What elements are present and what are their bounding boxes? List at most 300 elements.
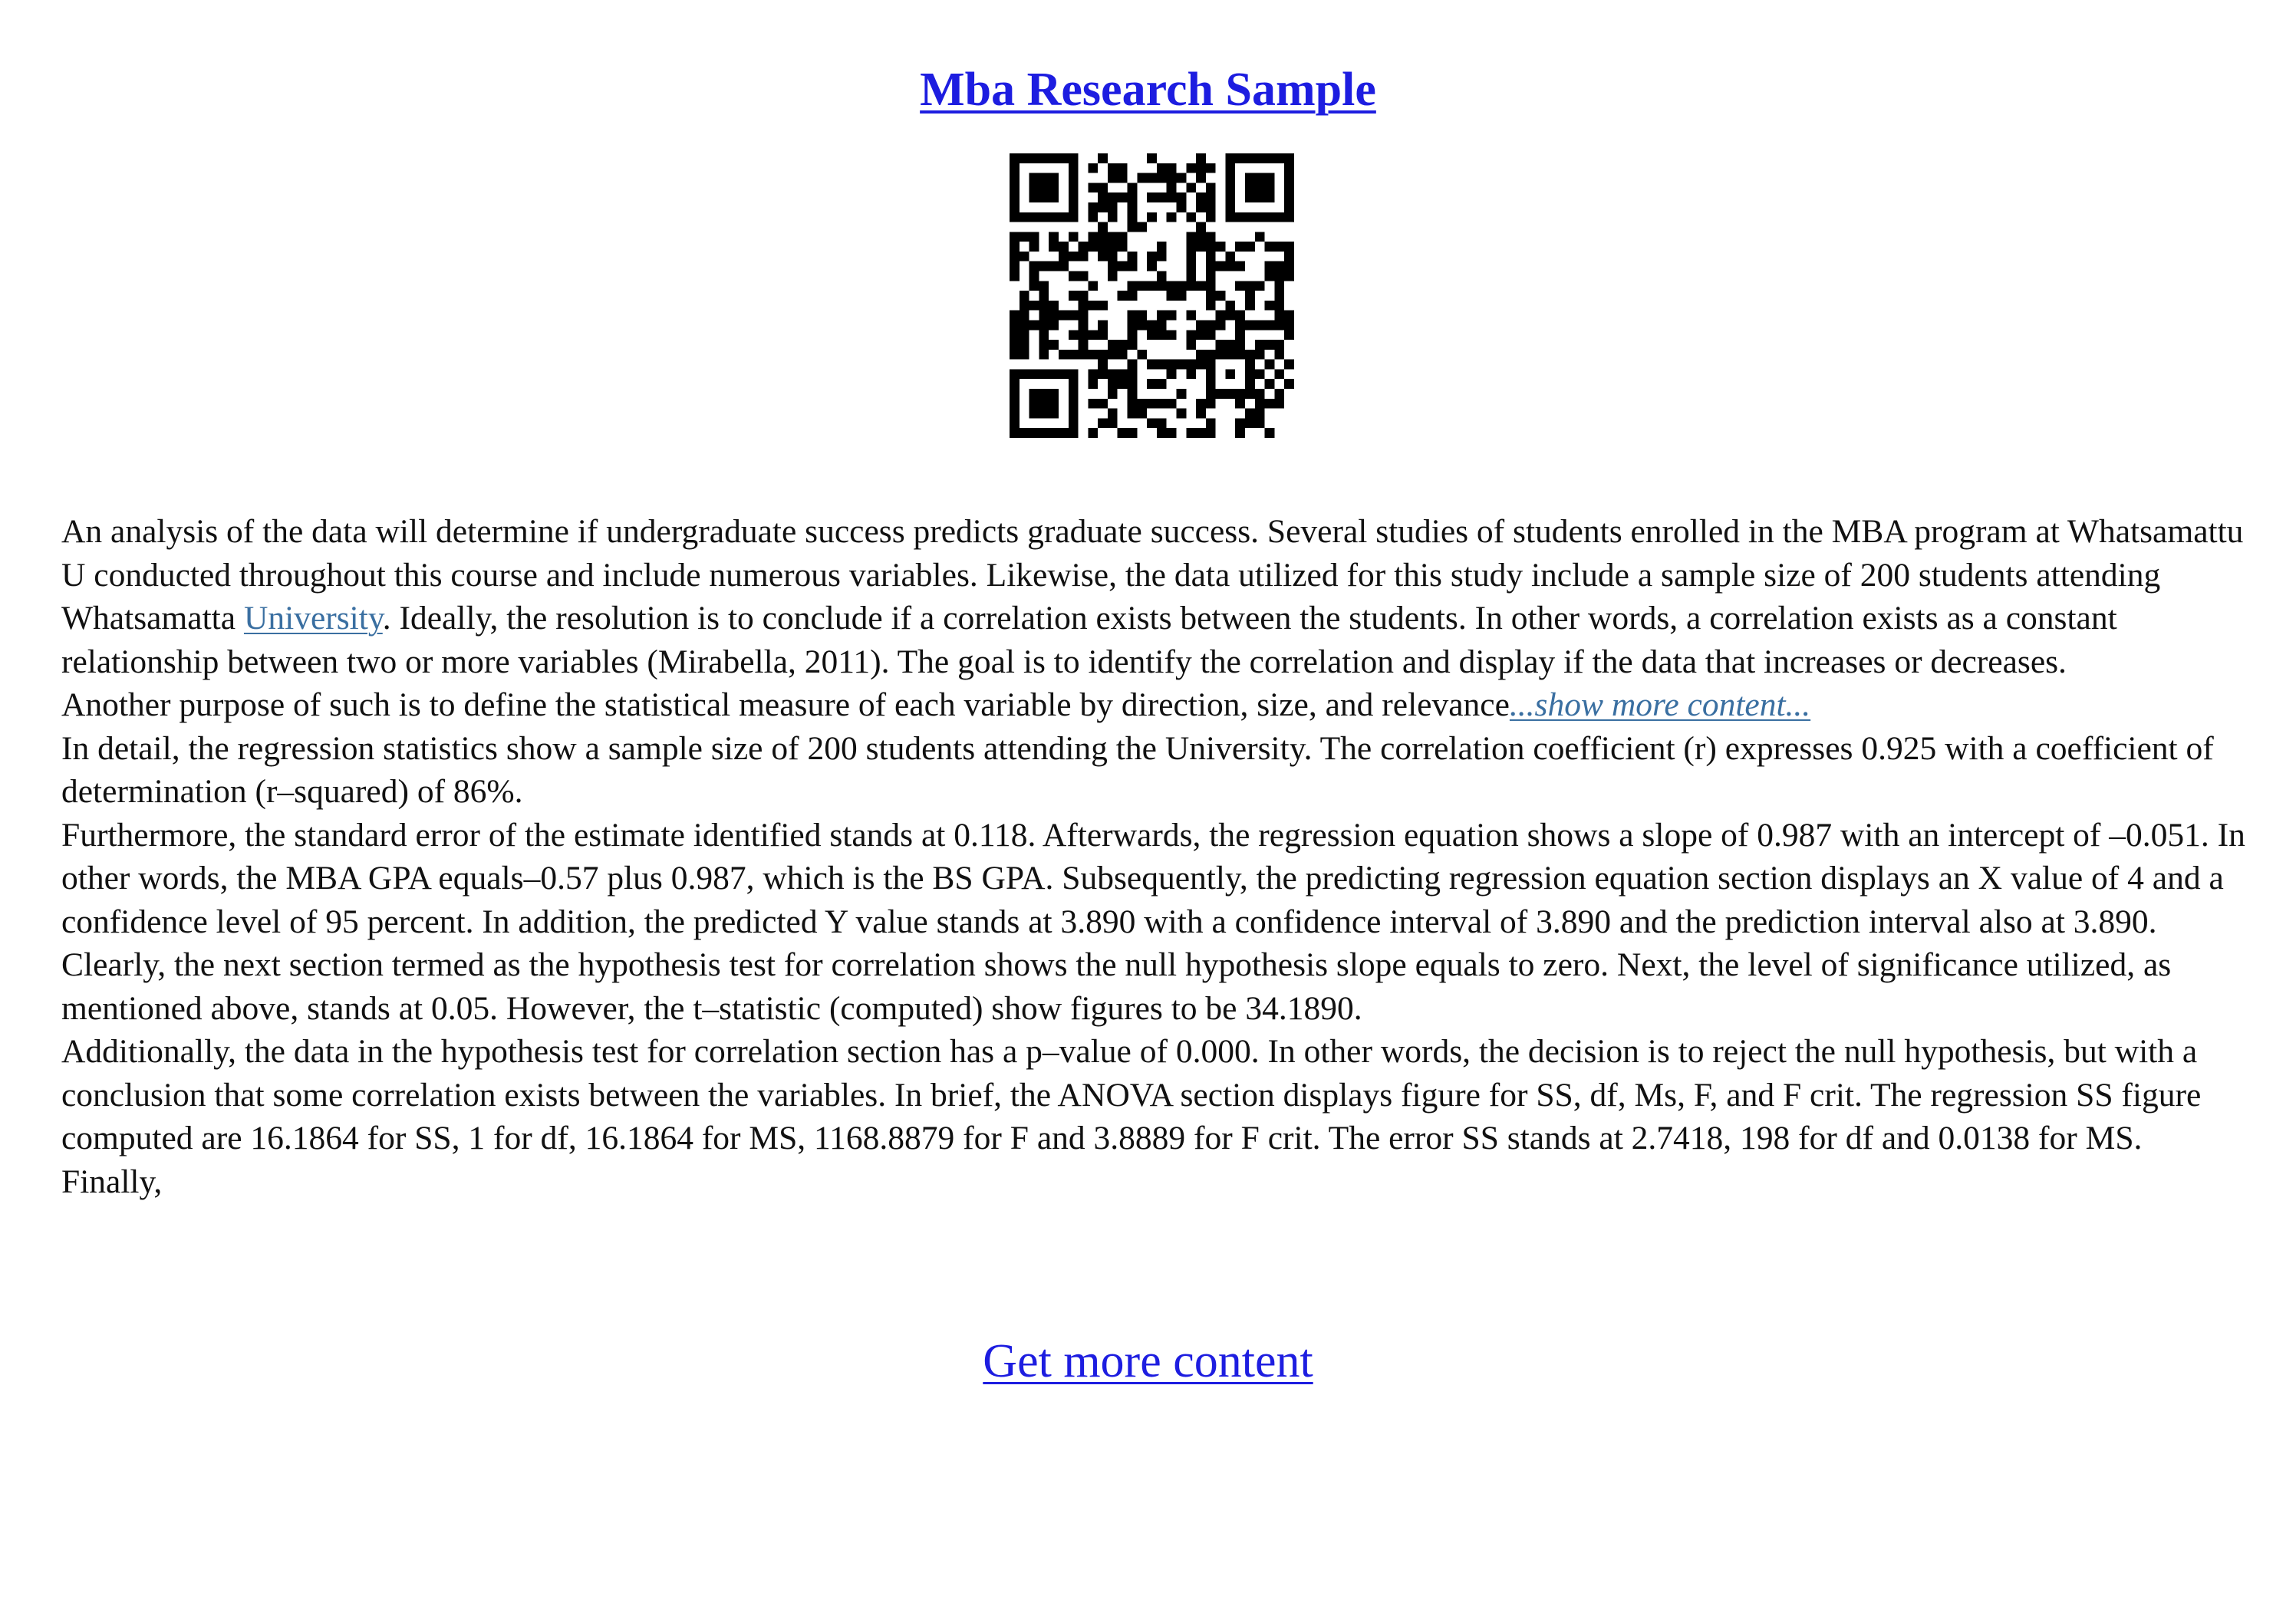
qr-module	[1098, 252, 1108, 262]
qr-module	[1167, 291, 1177, 301]
qr-module	[1147, 418, 1157, 428]
qr-module	[1118, 232, 1128, 242]
qr-module	[1176, 281, 1186, 291]
qr-module	[1049, 301, 1059, 311]
paragraph-3: In detail, the regression statistics show a sample size of 200 students attending the University. The correlation coefficient (r) expresses 0.925 with a coefficient of determination (r–squared) of 86%.	[61, 729, 2214, 810]
qr-module	[1010, 428, 1020, 438]
qr-module	[1265, 212, 1275, 222]
qr-module	[1274, 340, 1284, 350]
paragraph-2	[61, 683, 2248, 727]
qr-module	[1255, 173, 1265, 183]
qr-module	[1186, 242, 1196, 252]
qr-module	[1157, 173, 1167, 183]
qr-module	[1098, 153, 1108, 163]
qr-module	[1020, 291, 1029, 301]
qr-module	[1128, 428, 1138, 438]
qr-module	[1128, 222, 1138, 232]
qr-module	[1039, 389, 1049, 399]
qr-module	[1098, 183, 1108, 192]
qr-module	[1128, 212, 1138, 222]
qr-module	[1225, 173, 1235, 183]
qr-module	[1265, 192, 1275, 202]
qr-module	[1079, 340, 1089, 350]
qr-module	[1167, 212, 1177, 222]
qr-module	[1196, 163, 1206, 173]
qr-module	[1010, 271, 1020, 281]
qr-module	[1265, 301, 1275, 311]
qr-module	[1196, 173, 1206, 183]
qr-module	[1274, 389, 1284, 399]
qr-module	[1196, 360, 1206, 370]
qr-module	[1098, 369, 1108, 379]
qr-module	[1049, 232, 1059, 242]
qr-module	[1245, 360, 1255, 370]
qr-module	[1284, 192, 1294, 202]
qr-module	[1088, 232, 1098, 242]
qr-module	[1206, 281, 1216, 291]
qr-module	[1245, 192, 1255, 202]
qr-module	[1284, 330, 1294, 340]
qr-module	[1029, 399, 1039, 409]
qr-module	[1039, 340, 1049, 350]
qr-module	[1196, 428, 1206, 438]
qr-module	[1069, 173, 1079, 183]
qr-module	[1128, 369, 1138, 379]
qr-module	[1167, 163, 1177, 173]
qr-module	[1128, 360, 1138, 370]
qr-module	[1274, 399, 1284, 409]
qr-module	[1108, 202, 1118, 212]
qr-module	[1010, 262, 1020, 271]
qr-module	[1029, 428, 1039, 438]
university-link[interactable]: University	[243, 600, 383, 637]
qr-module	[1049, 428, 1059, 438]
qr-module	[1176, 360, 1186, 370]
qr-module	[1167, 281, 1177, 291]
qr-module	[1088, 330, 1098, 340]
qr-module	[1049, 173, 1059, 183]
qr-module	[1039, 173, 1049, 183]
qr-module	[1108, 242, 1118, 252]
qr-module	[1157, 418, 1167, 428]
qr-module	[1196, 153, 1206, 163]
qr-module	[1225, 252, 1235, 262]
qr-module	[1196, 330, 1206, 340]
qr-module	[1157, 163, 1167, 173]
qr-module	[1196, 320, 1206, 330]
qr-module	[1216, 350, 1226, 360]
qr-module	[1235, 389, 1245, 399]
qr-module	[1128, 409, 1138, 419]
qr-module	[1079, 301, 1089, 311]
qr-module	[1108, 163, 1118, 173]
qr-module	[1029, 409, 1039, 419]
qr-module	[1069, 418, 1079, 428]
qr-module	[1118, 192, 1128, 202]
qr-module	[1137, 350, 1147, 360]
qr-module	[1049, 399, 1059, 409]
qr-module	[1108, 369, 1118, 379]
paragraph-2-text: Another purpose of such is to define the statistical measure of each variable by direction, size, and relevance	[61, 686, 1510, 723]
qr-module	[1186, 271, 1196, 281]
qr-module	[1274, 281, 1284, 291]
qr-module	[1059, 242, 1069, 252]
qr-module	[1128, 202, 1138, 212]
qr-module	[1059, 350, 1069, 360]
qr-module	[1147, 212, 1157, 222]
qr-module	[1029, 242, 1039, 252]
qr-module	[1137, 222, 1147, 232]
qr-module	[1118, 379, 1128, 389]
qr-module	[1069, 409, 1079, 419]
get-more-content-link[interactable]: Get more content	[983, 1335, 1313, 1387]
qr-module	[1088, 350, 1098, 360]
qr-module	[1176, 173, 1186, 183]
qr-module	[1274, 242, 1284, 252]
qr-module	[1216, 262, 1226, 271]
qr-module	[1147, 320, 1157, 330]
qr-module	[1118, 262, 1128, 271]
paragraph-1-text-start: An analysis of the data will determine if undergraduate success predicts graduate success. Several studies of students enrolled in the MBA program at Whatsamattu U conducted throughout this course and include numerous variables. Likewise, the data utilized for this study include a sample size of 200 students attending Whatsamatta	[61, 513, 2244, 637]
qr-module	[1108, 173, 1118, 183]
qr-module	[1274, 311, 1284, 321]
qr-module	[1069, 163, 1079, 173]
qr-module	[1069, 379, 1079, 389]
qr-module	[1284, 202, 1294, 212]
qr-module	[1108, 271, 1118, 281]
qr-module	[1137, 409, 1147, 419]
qr-module	[1079, 350, 1089, 360]
qr-module	[1049, 389, 1059, 399]
qr-module	[1235, 399, 1245, 409]
qr-module	[1079, 320, 1089, 330]
qr-module	[1128, 192, 1138, 202]
qr-module	[1039, 262, 1049, 271]
qr-module	[1128, 389, 1138, 399]
qr-module	[1010, 320, 1020, 330]
qr-module	[1098, 350, 1108, 360]
qr-module	[1088, 428, 1098, 438]
qr-module	[1128, 183, 1138, 192]
qr-module	[1039, 428, 1049, 438]
qr-module	[1118, 428, 1128, 438]
qr-module	[1010, 350, 1020, 360]
qr-module	[1010, 409, 1020, 419]
qr-module	[1206, 428, 1216, 438]
qr-module	[1010, 163, 1020, 173]
qr-module	[1118, 350, 1128, 360]
qr-module	[1265, 173, 1275, 183]
qr-module	[1147, 192, 1157, 202]
qr-module	[1157, 360, 1167, 370]
qr-module	[1206, 242, 1216, 252]
title-link[interactable]: Mba Research Sample	[920, 64, 1376, 116]
qr-module	[1265, 242, 1275, 252]
qr-module	[1225, 340, 1235, 350]
qr-module	[1176, 192, 1186, 202]
qr-module	[1039, 350, 1049, 360]
qr-module	[1039, 399, 1049, 409]
qr-module	[1118, 173, 1128, 183]
qr-module	[1167, 311, 1177, 321]
paragraph-1	[61, 510, 2248, 683]
qr-module	[1128, 291, 1138, 301]
qr-module	[1108, 418, 1118, 428]
qr-module	[1245, 242, 1255, 252]
qr-module	[1059, 262, 1069, 271]
qr-module	[1206, 271, 1216, 281]
qr-module	[1147, 173, 1157, 183]
qr-module	[1020, 369, 1029, 379]
qr-module	[1029, 271, 1039, 281]
paragraph-1-text-end: . Ideally, the resolution is to conclude if a correlation exists between the students. In other words, a correlation exists as a constant relationship between two or more variables (Mirabella, 2011). The goal is to identify the correlation and display if the data that increases or decreases.	[61, 600, 2117, 680]
qr-module	[1137, 320, 1147, 330]
qr-module	[1284, 379, 1294, 389]
qr-module	[1039, 192, 1049, 202]
qr-module	[1128, 252, 1138, 262]
qr-module	[1137, 399, 1147, 409]
qr-module	[1216, 320, 1226, 330]
qr-module	[1225, 183, 1235, 192]
qr-module	[1216, 340, 1226, 350]
qr-module	[1039, 212, 1049, 222]
qr-module	[1039, 320, 1049, 330]
qr-module	[1216, 291, 1226, 301]
qr-module	[1167, 192, 1177, 202]
qr-module	[1245, 379, 1255, 389]
qr-module	[1274, 212, 1284, 222]
qr-module	[1108, 192, 1118, 202]
qr-module	[1167, 428, 1177, 438]
qr-module	[1255, 212, 1265, 222]
qr-module	[1010, 232, 1020, 242]
qr-module	[1108, 340, 1118, 350]
qr-module	[1265, 153, 1275, 163]
qr-module	[1079, 330, 1089, 340]
qr-module	[1274, 320, 1284, 330]
qr-module	[1225, 369, 1235, 379]
qr-module	[1010, 340, 1020, 350]
qr-module	[1157, 281, 1167, 291]
qr-module	[1108, 379, 1118, 389]
qr-module	[1157, 320, 1167, 330]
qr-module	[1245, 369, 1255, 379]
qr-module	[1157, 428, 1167, 438]
qr-module	[1245, 291, 1255, 301]
qr-module	[1147, 281, 1157, 291]
qr-module	[1069, 192, 1079, 202]
paragraph-5: Additionally, the data in the hypothesis test for correlation section has a p–value of 0.000. In other words, the decision is to reject the null hypothesis, but with a conclusion that some correlation exists between the variables. In brief, the ANOVA section displays figure for SS, df, Ms, F, and F crit. The regression SS figure computed are 16.1864 for SS, 1 for df, 16.1864 for MS, 1168.8879 for F and 3.8889 for F crit. The error SS stands at 2.7418, 198 for df and 0.0138 for MS. Finally,	[61, 1033, 2202, 1200]
qr-module	[1088, 281, 1098, 291]
qr-module	[1255, 369, 1265, 379]
qr-module	[1157, 242, 1167, 252]
qr-module	[1128, 399, 1138, 409]
qr-module	[1235, 212, 1245, 222]
qr-module	[1069, 311, 1079, 321]
qr-module	[1069, 271, 1079, 281]
qr-module	[1147, 330, 1157, 340]
qr-module	[1186, 340, 1196, 350]
qr-module	[1284, 163, 1294, 173]
qr-module	[1245, 418, 1255, 428]
qr-module	[1274, 291, 1284, 301]
qr-module	[1245, 409, 1255, 419]
qr-module	[1039, 183, 1049, 192]
qr-module	[1108, 232, 1118, 242]
qr-module	[1186, 163, 1196, 173]
qr-module	[1196, 222, 1206, 232]
qr-module	[1206, 202, 1216, 212]
qr-module	[1108, 212, 1118, 222]
qr-module	[1274, 262, 1284, 271]
qr-module	[1196, 350, 1206, 360]
qr-module	[1010, 173, 1020, 183]
qr-module	[1079, 252, 1089, 262]
qr-module	[1167, 369, 1177, 379]
qr-module	[1118, 291, 1128, 301]
qr-module	[1147, 379, 1157, 389]
qr-module	[1049, 409, 1059, 419]
qr-module	[1069, 153, 1079, 163]
qr-module	[1059, 212, 1069, 222]
qr-module	[1186, 262, 1196, 271]
qr-module	[1186, 369, 1196, 379]
qr-module	[1206, 399, 1216, 409]
qr-module	[1186, 311, 1196, 321]
qr-module	[1088, 183, 1098, 192]
qr-module	[1186, 183, 1196, 192]
qr-module	[1157, 311, 1167, 321]
qr-module	[1010, 192, 1020, 202]
qr-module	[1284, 212, 1294, 222]
qr-module	[1049, 262, 1059, 271]
qr-module	[1255, 192, 1265, 202]
qr-module	[1137, 311, 1147, 321]
qr-module	[1137, 281, 1147, 291]
qr-module	[1108, 262, 1118, 271]
qr-module	[1196, 399, 1206, 409]
qr-module	[1186, 330, 1196, 340]
qr-module	[1108, 409, 1118, 419]
qr-module	[1118, 242, 1128, 252]
qr-module	[1225, 212, 1235, 222]
article-body	[61, 510, 2248, 1203]
qr-module	[1098, 320, 1108, 330]
qr-module	[1245, 350, 1255, 360]
qr-module	[1029, 173, 1039, 183]
qr-module	[1245, 301, 1255, 311]
show-more-link[interactable]: ...show more content...	[1509, 686, 1811, 723]
qr-module	[1225, 311, 1235, 321]
qr-module	[1235, 281, 1245, 291]
qr-module	[1255, 399, 1265, 409]
qr-module	[1128, 281, 1138, 291]
qr-module	[1274, 350, 1284, 360]
qr-module	[1245, 389, 1255, 399]
qr-module	[1265, 428, 1275, 438]
qr-module	[1069, 291, 1079, 301]
qr-module	[1157, 399, 1167, 409]
qr-module	[1069, 350, 1079, 360]
qr-module	[1029, 301, 1039, 311]
qr-module	[1225, 163, 1235, 173]
qr-module	[1206, 252, 1216, 262]
qr-module	[1039, 281, 1049, 291]
qr-module	[1196, 242, 1206, 252]
qr-module	[1176, 291, 1186, 301]
qr-module	[1186, 428, 1196, 438]
qr-module	[1118, 369, 1128, 379]
qr-module	[1245, 320, 1255, 330]
qr-module	[1284, 271, 1294, 281]
qr-module	[1206, 389, 1216, 399]
qr-module	[1265, 379, 1275, 389]
qr-module	[1029, 262, 1039, 271]
qr-module	[1010, 202, 1020, 212]
qr-module	[1255, 389, 1265, 399]
paragraph-4: Furthermore, the standard error of the estimate identified stands at 0.118. Afterwards, the regression equation shows a slope of 0.987 with an intercept of –0.051. In other words, the MBA GPA equals–0.57 plus 0.987, which is the BS GPA. Subsequently, the predicting regression equation section displays an X value of 4 and a confidence level of 95 percent. In addition, the predicted Y value stands at 3.890 with a confidence interval of 3.890 and the prediction interval also at 3.890. Clearly, the next section termed as the hypothesis test for correlation shows the null hypothesis slope equals to zero. Next, the level of significance utilized, as mentioned above, stands at 0.05. However, the t–statistic (computed) show figures to be 34.1890.	[61, 816, 2245, 1027]
qr-module	[1186, 281, 1196, 291]
qr-module	[1225, 153, 1235, 163]
qr-module	[1088, 301, 1098, 311]
qr-module	[1039, 153, 1049, 163]
qr-module	[1010, 330, 1020, 340]
qr-module	[1157, 330, 1167, 340]
qr-module	[1088, 242, 1098, 252]
qr-module	[1206, 418, 1216, 428]
qr-module	[1049, 192, 1059, 202]
qr-module	[1069, 212, 1079, 222]
qr-module	[1137, 173, 1147, 183]
qr-module	[1088, 163, 1098, 173]
qr-module	[1039, 369, 1049, 379]
qr-module	[1186, 212, 1196, 222]
qr-module	[1245, 281, 1255, 291]
qr-module	[1128, 262, 1138, 271]
qr-module	[1206, 350, 1216, 360]
qr-module	[1167, 173, 1177, 183]
qr-module	[1020, 311, 1029, 321]
qr-module	[1039, 330, 1049, 340]
qr-module	[1265, 271, 1275, 281]
qr-module	[1255, 153, 1265, 163]
qr-module	[1079, 291, 1089, 301]
qr-module	[1206, 301, 1216, 311]
qr-module	[1196, 202, 1206, 212]
page-title	[0, 55, 2296, 124]
qr-module	[1176, 202, 1186, 212]
qr-module	[1029, 212, 1039, 222]
qr-module	[1235, 340, 1245, 350]
qr-module	[1069, 252, 1079, 262]
qr-module	[1284, 360, 1294, 370]
qr-module	[1108, 389, 1118, 399]
qr-module	[1284, 320, 1294, 330]
qr-module	[1235, 311, 1245, 321]
qr-module	[1049, 320, 1059, 330]
qr-module	[1235, 320, 1245, 330]
qr-code-icon	[1010, 153, 1294, 438]
qr-module	[1176, 389, 1186, 399]
qr-module	[1235, 330, 1245, 340]
qr-module	[1265, 360, 1275, 370]
qr-module	[1245, 173, 1255, 183]
get-more-container	[0, 1331, 2296, 1392]
qr-module	[1206, 163, 1216, 173]
qr-module	[1284, 252, 1294, 262]
qr-module	[1098, 242, 1108, 252]
qr-module	[1059, 153, 1069, 163]
